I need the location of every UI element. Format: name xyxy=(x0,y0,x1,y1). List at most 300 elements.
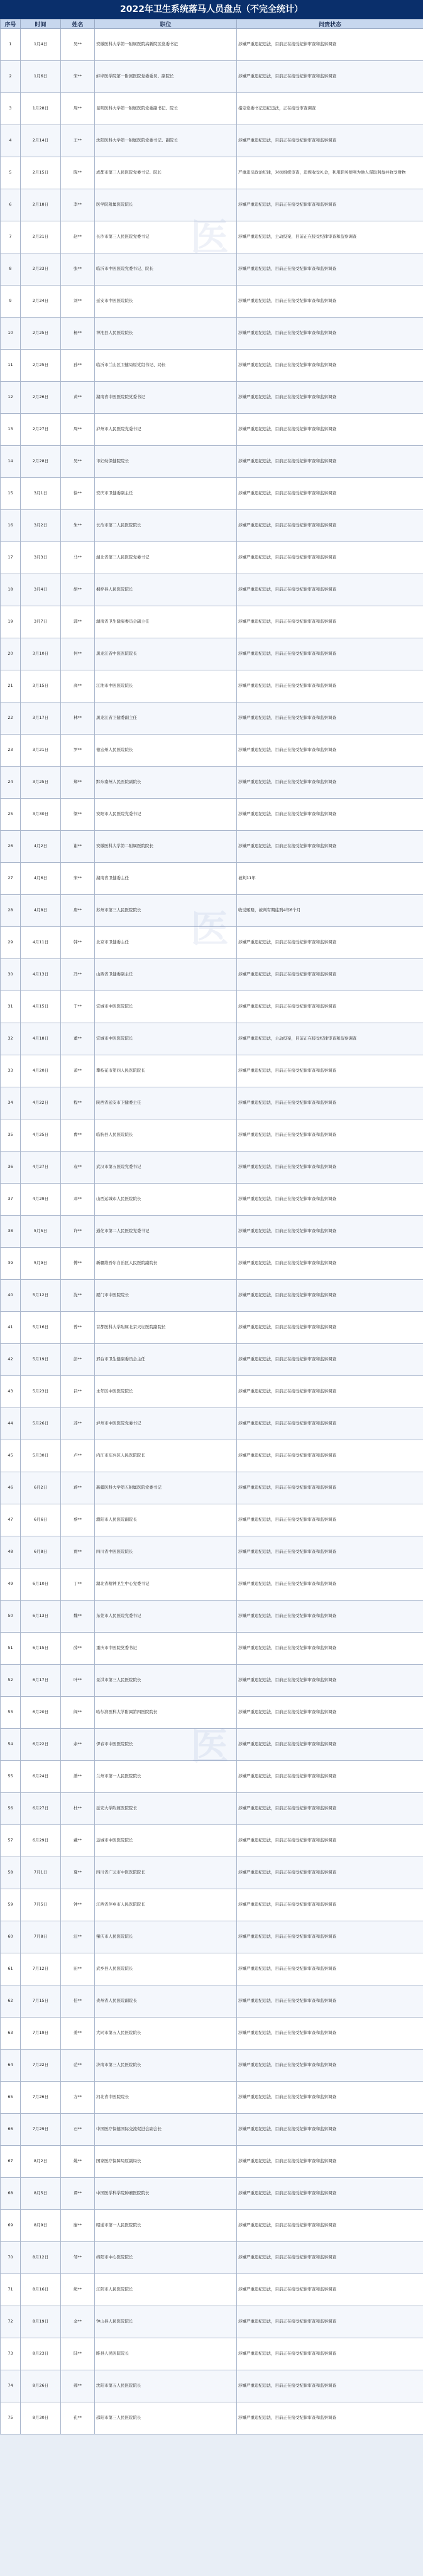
cell-date: 4月15日 xyxy=(21,991,61,1023)
cell-date: 6月20日 xyxy=(21,1697,61,1729)
cell-name: 熊** xyxy=(61,2274,95,2306)
cell-index: 51 xyxy=(1,1633,21,1665)
cell-status: 涉嫌严重违纪违法，目前正在接受纪律审查和监察调查 xyxy=(237,638,423,670)
table-row xyxy=(1,1697,423,1729)
cell-position: 市妇幼保健院院长 xyxy=(95,446,237,478)
table-row xyxy=(1,606,423,638)
cell-date: 7月29日 xyxy=(21,2114,61,2146)
cell-status: 涉嫌严重违纪违法，目前正在接受纪律审查和监察调查 xyxy=(237,702,423,735)
header-name: 姓名 xyxy=(61,19,95,29)
cell-date: 3月7日 xyxy=(21,606,61,638)
cell-position: 神池县人民医院院长 xyxy=(95,318,237,350)
table-row xyxy=(1,253,423,286)
table-row xyxy=(1,1312,423,1344)
cell-index: 4 xyxy=(1,125,21,157)
cell-date: 5月26日 xyxy=(21,1408,61,1440)
cell-status: 涉嫌严重违纪违法，目前正在接受纪律审查和监察调查 xyxy=(237,350,423,382)
cell-date: 6月27日 xyxy=(21,1793,61,1825)
cell-name: 田** xyxy=(61,1953,95,1985)
cell-position: 昆明医科大学第一附属医院党委副书记、院长 xyxy=(95,93,237,125)
cell-position: 邵阳市第三人民医院院长 xyxy=(95,2402,237,2434)
cell-position: 贵州省人民医院副院长 xyxy=(95,1985,237,2018)
table-row xyxy=(1,1376,423,1408)
cell-name: 马** xyxy=(61,542,95,574)
cell-status: 涉嫌严重违纪违法，目前正在接受纪律审查和监察调查 xyxy=(237,735,423,767)
cell-index: 68 xyxy=(1,2178,21,2210)
cell-index: 45 xyxy=(1,1440,21,1472)
cell-index: 13 xyxy=(1,414,21,446)
cell-index: 36 xyxy=(1,1152,21,1184)
cell-index: 12 xyxy=(1,382,21,414)
cell-name: 杨** xyxy=(61,318,95,350)
table-row xyxy=(1,1761,423,1793)
cell-index: 29 xyxy=(1,927,21,959)
cell-index: 63 xyxy=(1,2018,21,2050)
cell-index: 52 xyxy=(1,1665,21,1697)
table-row xyxy=(1,1793,423,1825)
table-row xyxy=(1,61,423,93)
cell-index: 60 xyxy=(1,1921,21,1953)
cell-date: 4月20日 xyxy=(21,1055,61,1087)
cell-status: 被判11年 xyxy=(237,863,423,895)
cell-position: 武汉市第五医院党委书记 xyxy=(95,1152,237,1184)
cell-status: 涉嫌严重违纪违法，目前正在接受纪律审查和监察调查 xyxy=(237,2050,423,2082)
cell-status: 严重违反政治纪律，对抗组织审查，违规收受礼金，利用职务便利为他人谋取利益并收受财物 xyxy=(237,157,423,189)
table-row xyxy=(1,93,423,125)
cell-index: 41 xyxy=(1,1312,21,1344)
cell-name: 高** xyxy=(61,670,95,702)
cell-position: 湖南省中医医院院党委书记 xyxy=(95,382,237,414)
cell-position: 山西运城市人民医院院长 xyxy=(95,1184,237,1216)
cell-position: 江阴市人民医院院长 xyxy=(95,2274,237,2306)
cell-date: 8月9日 xyxy=(21,2210,61,2242)
cell-name: 徐** xyxy=(61,478,95,510)
header-date: 时间 xyxy=(21,19,61,29)
cell-name: 阎** xyxy=(61,1697,95,1729)
cell-status: 涉嫌严重违纪违法，目前正在接受纪律审查和监察调查 xyxy=(237,799,423,831)
cell-position: 陕西省延安市卫健委主任 xyxy=(95,1087,237,1119)
cell-position: 江西省萍乡市人民医院院长 xyxy=(95,1889,237,1921)
cell-status: 涉嫌严重违纪违法，目前正在接受纪律审查和监察调查 xyxy=(237,2338,423,2370)
cell-status: 涉嫌严重违纪违法，目前正在接受纪律审查和监察调查 xyxy=(237,1087,423,1119)
cell-date: 2月25日 xyxy=(21,350,61,382)
cell-status: 涉嫌严重违纪违法，目前正在接受纪律审查和监察调查 xyxy=(237,2146,423,2178)
cell-date: 4月27日 xyxy=(21,1152,61,1184)
cell-position: 泸州市人民医院党委书记 xyxy=(95,414,237,446)
cell-index: 53 xyxy=(1,1697,21,1729)
cell-index: 21 xyxy=(1,670,21,702)
cell-index: 38 xyxy=(1,1216,21,1248)
cell-index: 44 xyxy=(1,1408,21,1440)
cell-status: 涉嫌严重违纪违法，目前正在接受纪律审查和监察调查 xyxy=(237,1248,423,1280)
cell-date: 8月30日 xyxy=(21,2402,61,2434)
table-row xyxy=(1,670,423,702)
cell-name: 曹** xyxy=(61,1119,95,1152)
table-row xyxy=(1,2370,423,2402)
cell-position: 湖南省卫生健康委员会副主任 xyxy=(95,606,237,638)
cell-status: 涉嫌严重违纪违法，目前正在接受纪律审查和监察调查 xyxy=(237,1152,423,1184)
cell-name: 邓** xyxy=(61,1184,95,1216)
cell-date: 4月11日 xyxy=(21,927,61,959)
cell-position: 黔东南州人民医院副院长 xyxy=(95,767,237,799)
cell-name: 刘** xyxy=(61,286,95,318)
cell-position: 蚌埠医学院第一附属医院党委委员、副院长 xyxy=(95,61,237,93)
cell-date: 2月28日 xyxy=(21,446,61,478)
cell-position: 河北省中医院院长 xyxy=(95,2082,237,2114)
cell-status: 涉嫌严重违纪违法，目前正在接受纪律审查和监察调查 xyxy=(237,1697,423,1729)
cell-position: 湖北省第三人民医院党委书记 xyxy=(95,542,237,574)
cell-name: 范** xyxy=(61,2050,95,2082)
table-row xyxy=(1,1152,423,1184)
cell-position: 成都市第三人民医院党委书记、院长 xyxy=(95,157,237,189)
cell-index: 24 xyxy=(1,767,21,799)
cell-index: 40 xyxy=(1,1280,21,1312)
cell-date: 2月21日 xyxy=(21,221,61,253)
cell-date: 8月5日 xyxy=(21,2178,61,2210)
table-row xyxy=(1,2178,423,2210)
cell-status: 涉嫌严重违纪违法，目前正在接受纪律审查和监察调查 xyxy=(237,478,423,510)
cell-date: 4月18日 xyxy=(21,1023,61,1055)
page-title: 2022年卫生系统落马人员盘点（不完全统计） xyxy=(0,0,423,19)
cell-date: 3月1日 xyxy=(21,478,61,510)
header-position: 职位 xyxy=(95,19,237,29)
cell-name: 郑** xyxy=(61,767,95,799)
cell-status: 收受贿赂，被判有期徒刑4年6个月 xyxy=(237,895,423,927)
table-row xyxy=(1,1119,423,1152)
cell-name: 谢** xyxy=(61,831,95,863)
cell-position: 新疆维吾尔自治区人民医院副院长 xyxy=(95,1248,237,1280)
cell-name: 陆** xyxy=(61,2338,95,2370)
cell-status: 涉嫌严重违纪违法，目前正在接受纪律审查和监察调查 xyxy=(237,253,423,286)
cell-name: 许** xyxy=(61,1216,95,1248)
cell-position: 临朐县人民医院院长 xyxy=(95,1119,237,1152)
table-row xyxy=(1,414,423,446)
cell-name: 贾** xyxy=(61,1536,95,1568)
cell-name: 汪** xyxy=(61,1921,95,1953)
cell-date: 6月24日 xyxy=(21,1761,61,1793)
cell-status: 涉嫌严重违纪违法，主动投案，目前正在接受纪律审查和监察调查 xyxy=(237,221,423,253)
cell-date: 3月15日 xyxy=(21,670,61,702)
cell-position: 黑龙江省卫健委副主任 xyxy=(95,702,237,735)
table-row xyxy=(1,1985,423,2018)
cell-position: 湖北省精神卫生中心党委书记 xyxy=(95,1568,237,1601)
cell-position: 重庆市中医院党委书记 xyxy=(95,1633,237,1665)
cell-date: 8月16日 xyxy=(21,2274,61,2306)
cell-name: 曾** xyxy=(61,1312,95,1344)
cell-status: 涉嫌严重违纪违法，目前正在接受纪律审查和监察调查 xyxy=(237,2082,423,2114)
cell-date: 3月4日 xyxy=(21,574,61,606)
cell-position: 武乡县人民医院院长 xyxy=(95,1953,237,1985)
cell-position: 苏州市第三人民医院院长 xyxy=(95,895,237,927)
cell-index: 39 xyxy=(1,1248,21,1280)
cell-position: 中国医学科学院肿瘤医院院长 xyxy=(95,2178,237,2210)
cell-status: 涉嫌严重违纪违法，目前正在接受纪律审查和监察调查 xyxy=(237,1312,423,1344)
table-row xyxy=(1,221,423,253)
cell-position: 延安大学附属医院院长 xyxy=(95,1793,237,1825)
cell-date: 2月14日 xyxy=(21,125,61,157)
cell-status: 涉嫌严重违纪违法，目前正在接受纪律审查和监察调查 xyxy=(237,2242,423,2274)
cell-name: 何** xyxy=(61,638,95,670)
cell-status: 涉嫌严重违纪违法，目前正在接受纪律审查和监察调查 xyxy=(237,2114,423,2146)
cell-position: 昭通市第一人民医院院长 xyxy=(95,2210,237,2242)
cell-index: 46 xyxy=(1,1472,21,1504)
cell-name: 李** xyxy=(61,189,95,221)
cell-name: 薛** xyxy=(61,1633,95,1665)
cell-date: 5月12日 xyxy=(21,1280,61,1312)
cell-index: 28 xyxy=(1,895,21,927)
cell-name: 朱** xyxy=(61,510,95,542)
cell-date: 8月26日 xyxy=(21,2370,61,2402)
table-body xyxy=(1,29,423,2434)
table-row xyxy=(1,1023,423,1055)
cell-index: 69 xyxy=(1,2210,21,2242)
cell-index: 17 xyxy=(1,542,21,574)
cell-position: 国家医疗保障局原副局长 xyxy=(95,2146,237,2178)
cell-status: 涉嫌严重违纪违法，目前正在接受纪律审查和监察调查 xyxy=(237,1216,423,1248)
cell-name: 罗** xyxy=(61,735,95,767)
cell-index: 70 xyxy=(1,2242,21,2274)
cell-index: 26 xyxy=(1,831,21,863)
table-row xyxy=(1,1472,423,1504)
cell-index: 8 xyxy=(1,253,21,286)
cell-index: 33 xyxy=(1,1055,21,1087)
cell-name: 方** xyxy=(61,2082,95,2114)
cell-index: 62 xyxy=(1,1985,21,2018)
cell-name: 魏** xyxy=(61,1601,95,1633)
table-row xyxy=(1,1601,423,1633)
table-row xyxy=(1,2274,423,2306)
cell-name: 林** xyxy=(61,702,95,735)
cell-status: 涉嫌严重违纪违法，目前正在接受纪律审查和监察调查 xyxy=(237,1536,423,1568)
table-row xyxy=(1,1921,423,1953)
cell-name: 戴** xyxy=(61,1825,95,1857)
cell-position: 睢县人民医院院长 xyxy=(95,2338,237,2370)
cell-position: 德宏州人民医院院长 xyxy=(95,735,237,767)
cell-status: 涉嫌严重违纪违法，目前正在接受纪律审查和监察调查 xyxy=(237,1601,423,1633)
cell-date: 7月26日 xyxy=(21,2082,61,2114)
cell-name: 胡** xyxy=(61,574,95,606)
table-row xyxy=(1,1280,423,1312)
cell-index: 54 xyxy=(1,1729,21,1761)
cell-name: 杜** xyxy=(61,1793,95,1825)
cell-status: 涉嫌严重违纪违法，目前正在接受纪律审查和监察调查 xyxy=(237,1472,423,1504)
cell-status: 涉嫌严重违纪违法，目前正在接受纪律审查和监察调查 xyxy=(237,927,423,959)
cell-index: 6 xyxy=(1,189,21,221)
cell-position: 安徽医科大学第二附属医院院长 xyxy=(95,831,237,863)
table-row xyxy=(1,2242,423,2274)
cell-date: 6月13日 xyxy=(21,1601,61,1633)
cell-index: 14 xyxy=(1,446,21,478)
cell-date: 4月29日 xyxy=(21,1184,61,1216)
table-row xyxy=(1,1633,423,1665)
cell-date: 1月4日 xyxy=(21,29,61,61)
table-row xyxy=(1,1729,423,1761)
cell-status: 涉嫌严重违纪违法，目前正在接受纪律审查和监察调查 xyxy=(237,1665,423,1697)
cell-status: 涉嫌严重违纪违法，目前正在接受纪律审查和监察调查 xyxy=(237,1889,423,1921)
cell-index: 59 xyxy=(1,1889,21,1921)
cell-date: 7月8日 xyxy=(21,1921,61,1953)
cell-date: 8月2日 xyxy=(21,2146,61,2178)
cell-date: 3月17日 xyxy=(21,702,61,735)
cell-status: 涉嫌严重违纪违法，目前正在接受纪律审查和监察调查 xyxy=(237,2402,423,2434)
table-row xyxy=(1,510,423,542)
cell-name: 任** xyxy=(61,1985,95,2018)
table-row xyxy=(1,1857,423,1889)
cell-name: 沈** xyxy=(61,1280,95,1312)
table-row xyxy=(1,29,423,61)
cell-name: 余** xyxy=(61,1729,95,1761)
cell-status: 涉嫌严重违纪违法，目前正在接受纪律审查和监察调查 xyxy=(237,2018,423,2050)
cell-position: 山西省卫健委副主任 xyxy=(95,959,237,991)
cell-position: 宜城市中医医院院长 xyxy=(95,991,237,1023)
cell-index: 61 xyxy=(1,1953,21,1985)
cell-date: 4月13日 xyxy=(21,959,61,991)
cell-status: 涉嫌严重违纪违法，目前正在接受纪律审查和监察调查 xyxy=(237,574,423,606)
cell-position: 肇庆市人民医院院长 xyxy=(95,1921,237,1953)
cell-name: 周** xyxy=(61,414,95,446)
cell-index: 75 xyxy=(1,2402,21,2434)
table-row xyxy=(1,1504,423,1536)
cell-index: 34 xyxy=(1,1087,21,1119)
cell-position: 钟山县人民医院院长 xyxy=(95,2306,237,2338)
table-row xyxy=(1,895,423,927)
cell-name: 宋** xyxy=(61,61,95,93)
cell-status: 涉嫌严重违纪违法，目前正在接受纪律审查和监察调查 xyxy=(237,414,423,446)
table-row xyxy=(1,1536,423,1568)
cell-position: 哈尔滨医科大学附属第四医院院长 xyxy=(95,1697,237,1729)
cell-index: 10 xyxy=(1,318,21,350)
cell-index: 11 xyxy=(1,350,21,382)
cell-index: 35 xyxy=(1,1119,21,1152)
cell-index: 71 xyxy=(1,2274,21,2306)
cell-name: 韩** xyxy=(61,927,95,959)
cell-name: 廖** xyxy=(61,2210,95,2242)
table-row xyxy=(1,318,423,350)
table-row xyxy=(1,1889,423,1921)
cell-index: 3 xyxy=(1,93,21,125)
cell-position: 内江市东兴区人民医院院长 xyxy=(95,1440,237,1472)
cell-date: 1月28日 xyxy=(21,93,61,125)
cell-date: 7月12日 xyxy=(21,1953,61,1985)
cell-date: 6月10日 xyxy=(21,1568,61,1601)
cell-status: 涉嫌严重违纪违法，目前正在接受纪律审查和监察调查 xyxy=(237,1440,423,1472)
header-status: 问责状态 xyxy=(237,19,423,29)
cell-name: 金** xyxy=(61,2306,95,2338)
cell-name: 蒋** xyxy=(61,1472,95,1504)
cell-date: 3月25日 xyxy=(21,767,61,799)
cell-position: 安徽医科大学第一附属医院高新院区党委书记 xyxy=(95,29,237,61)
cell-date: 7月5日 xyxy=(21,1889,61,1921)
cell-status: 涉嫌严重违纪违法，目前正在接受纪律审查和监察调查 xyxy=(237,831,423,863)
cell-name: 姜** xyxy=(61,2018,95,2050)
table-row xyxy=(1,1953,423,1985)
cell-position: 四川省中医医院院长 xyxy=(95,1536,237,1568)
cell-date: 2月15日 xyxy=(21,157,61,189)
cell-position: 新疆医科大学第五附属医院党委书记 xyxy=(95,1472,237,1504)
cell-date: 6月22日 xyxy=(21,1729,61,1761)
cell-name: 吕** xyxy=(61,1376,95,1408)
table-row xyxy=(1,1440,423,1472)
cell-index: 73 xyxy=(1,2338,21,2370)
table-row xyxy=(1,2114,423,2146)
cell-name: 程** xyxy=(61,1087,95,1119)
cell-position: 景洪市第三人民医院院长 xyxy=(95,1665,237,1697)
cell-status: 涉嫌严重违纪违法，目前正在接受纪律审查和监察调查 xyxy=(237,1857,423,1889)
table-row xyxy=(1,125,423,157)
cell-date: 5月19日 xyxy=(21,1344,61,1376)
table-row xyxy=(1,446,423,478)
cell-position: 伊春市中医医院院长 xyxy=(95,1729,237,1761)
cell-status: 涉嫌严重违纪违法，目前正在接受纪律审查和监察调查 xyxy=(237,606,423,638)
cell-position: 运城市中医医院院长 xyxy=(95,1825,237,1857)
cell-status: 涉嫌严重违纪违法，目前正在接受纪律审查和监察调查 xyxy=(237,2178,423,2210)
cell-name: 邹** xyxy=(61,2242,95,2274)
cell-date: 6月29日 xyxy=(21,1825,61,1857)
cell-name: 姚** xyxy=(61,2146,95,2178)
cell-index: 48 xyxy=(1,1536,21,1568)
table-row xyxy=(1,863,423,895)
cell-position: 通化市第二人民医院党委书记 xyxy=(95,1216,237,1248)
cell-name: 王** xyxy=(61,125,95,157)
cell-name: 赵** xyxy=(61,221,95,253)
cell-name: 唐** xyxy=(61,895,95,927)
cell-status: 涉嫌严重违纪违法，目前正在接受纪律审查和监察调查 xyxy=(237,2306,423,2338)
cell-status: 涉嫌严重违纪违法，目前正在接受纪律审查和监察调查 xyxy=(237,382,423,414)
cell-index: 19 xyxy=(1,606,21,638)
cell-status: 涉嫌严重违纪违法，目前正在接受纪律审查和监察调查 xyxy=(237,1985,423,2018)
cell-position: 桐梓县人民医院院长 xyxy=(95,574,237,606)
cell-name: 袁** xyxy=(61,1152,95,1184)
table-row xyxy=(1,2146,423,2178)
table-row xyxy=(1,991,423,1023)
cell-name: 夏** xyxy=(61,1857,95,1889)
cell-name: 董** xyxy=(61,1023,95,1055)
cell-index: 9 xyxy=(1,286,21,318)
cell-index: 32 xyxy=(1,1023,21,1055)
cell-position: 湖南省卫健委主任 xyxy=(95,863,237,895)
cell-index: 66 xyxy=(1,2114,21,2146)
cell-name: 谭** xyxy=(61,2178,95,2210)
cell-position: 济南市第三人民医院院长 xyxy=(95,2050,237,2082)
table-row xyxy=(1,1344,423,1376)
cell-index: 74 xyxy=(1,2370,21,2402)
cell-date: 2月18日 xyxy=(21,189,61,221)
cell-date: 5月30日 xyxy=(21,1440,61,1472)
cell-status: 涉嫌严重违纪违法，目前正在接受纪律审查和监察调查 xyxy=(237,125,423,157)
cell-status: 涉嫌严重违纪违法，目前正在接受纪律审查和监察调查 xyxy=(237,2210,423,2242)
cell-date: 4月8日 xyxy=(21,895,61,927)
cell-date: 7月15日 xyxy=(21,1985,61,2018)
cell-name: 彭** xyxy=(61,1344,95,1376)
cell-position: 绵阳市中心医院院长 xyxy=(95,2242,237,2274)
cell-position: 临沂市兰山区卫健局原党组书记、局长 xyxy=(95,350,237,382)
cell-index: 7 xyxy=(1,221,21,253)
cell-date: 6月2日 xyxy=(21,1472,61,1504)
cell-name: 蔡** xyxy=(61,1504,95,1536)
cell-status: 涉嫌严重违纪违法，目前正在接受纪律审查和监察调查 xyxy=(237,767,423,799)
cell-position: 安庆市卫健委副主任 xyxy=(95,478,237,510)
table-row xyxy=(1,2306,423,2338)
cell-position: 攀枝花市第四人民医院院长 xyxy=(95,1055,237,1087)
cell-status: 涉嫌严重违纪违法，目前正在接受纪律审查和监察调查 xyxy=(237,318,423,350)
table-row xyxy=(1,350,423,382)
cell-name: 钟** xyxy=(61,1889,95,1921)
cell-status: 涉嫌严重违纪违法，目前正在接受纪律审查和监察调查 xyxy=(237,1825,423,1857)
cell-date: 6月8日 xyxy=(21,1536,61,1568)
officials-table xyxy=(0,19,423,2434)
cell-status: 涉嫌严重违纪违法，目前正在接受纪律审查和监察调查 xyxy=(237,1408,423,1440)
cell-name: 孔** xyxy=(61,2402,95,2434)
